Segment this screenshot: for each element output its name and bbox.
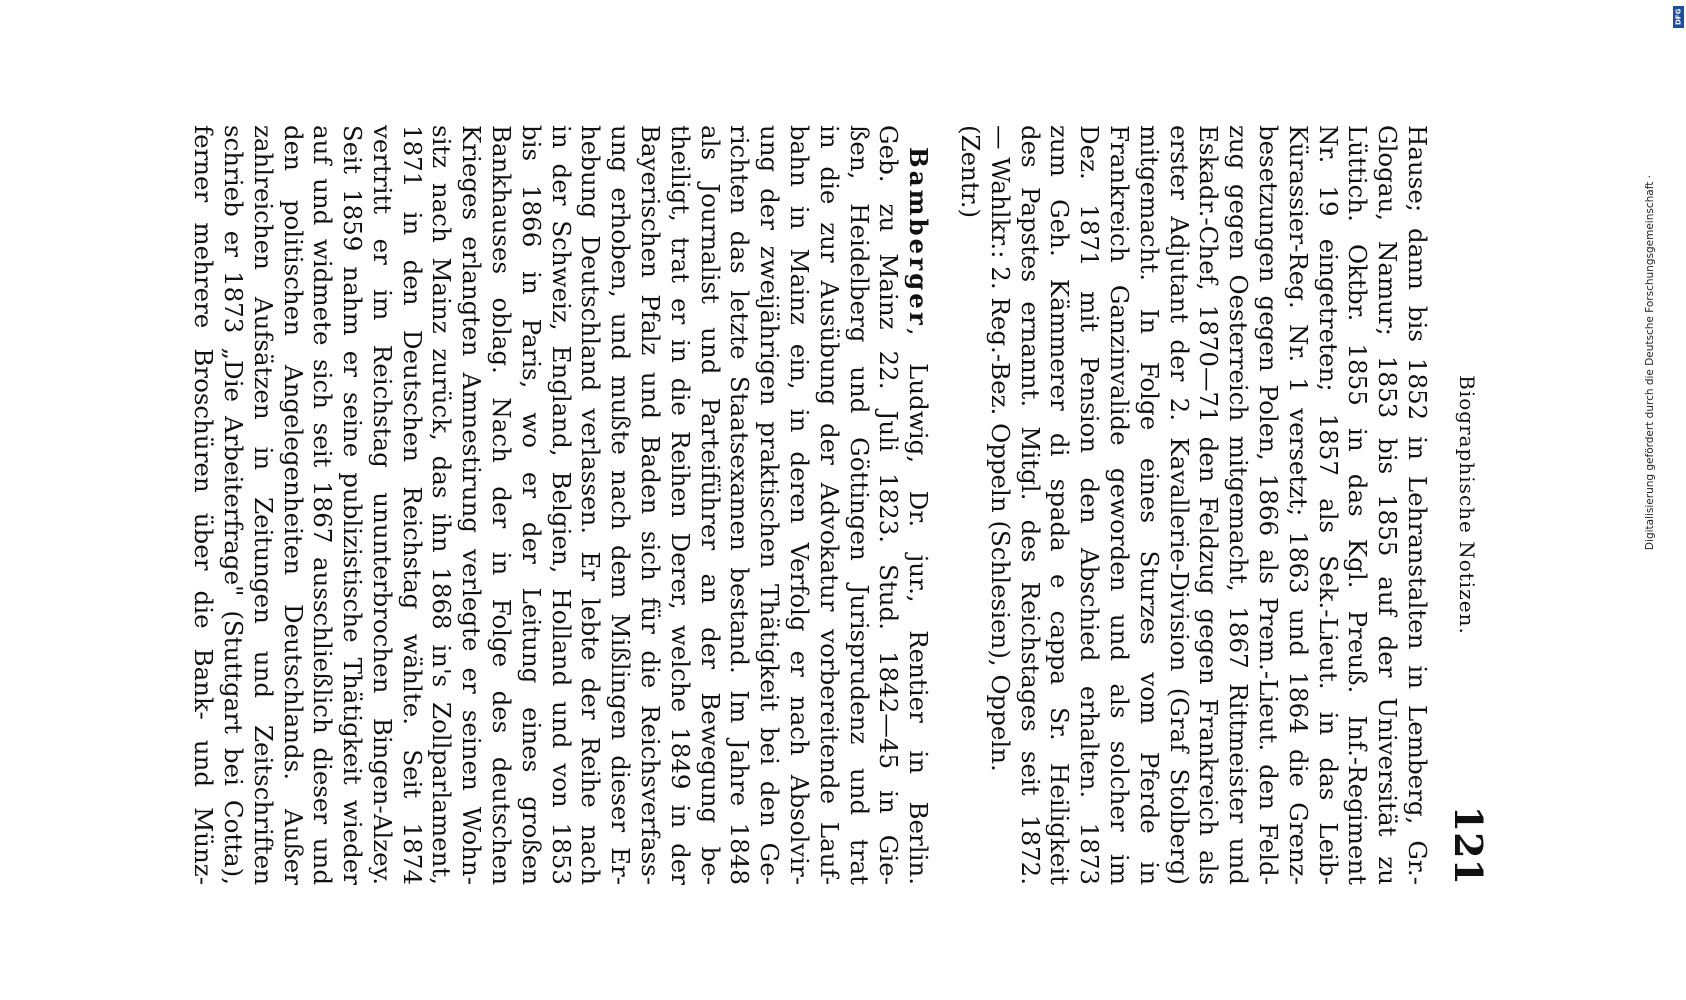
- text-line: des Papstes ernannt. Mitgl. des Reichstages seit 1872.: [1015, 125, 1045, 885]
- running-title: Biographische Notizen.: [1455, 375, 1479, 635]
- text-line: Krieges erlangten Amnestirung verlegte er seinen Wohn-: [457, 125, 487, 885]
- text-line: Frankreich Ganzinvalide geworden und als solcher im: [1105, 125, 1135, 885]
- text-line: ßen, Heidelberg und Göttingen Jurisprudenz und trat: [844, 125, 874, 885]
- text-line: ung erhoben, und mußte nach dem Mißlingen dieser Er-: [606, 125, 636, 885]
- text-line: Dez. 1871 mit Pension den Abschied erhalten. 1873: [1075, 125, 1105, 885]
- text-line: Nr. 19 eingetreten; 1857 als Sek.-Lieut. in das Leib-: [1313, 125, 1343, 885]
- text-line: Bankhauses oblag. Nach der in Folge des deutschen: [487, 125, 517, 885]
- text-line: auf und widmete sich seit 1867 ausschließlich dieser und: [308, 125, 338, 885]
- text-line: mitgemacht. In Folge eines Sturzes vom Pferde in: [1134, 125, 1164, 885]
- text-line: erster Adjutant der 2. Kavallerie-Division (Graf Stolberg): [1164, 125, 1194, 885]
- text-line: sitz nach Mainz zurück, das ihn 1868 in's Zollparlament,: [427, 125, 457, 885]
- entry-name: Bamberger: [904, 147, 934, 328]
- text-line: hebung Deutschland verlassen. Er lebte der Reihe nach: [576, 125, 606, 885]
- text-line: Seit 1859 nahm er seine publizistische Thätigkeit wieder: [338, 125, 368, 885]
- text-line: bahn in Mainz ein, in deren Verfolg er nach Absolvir-: [785, 125, 815, 885]
- text-line: 1871 in den Deutschen Reichstag wählte. Seit 1874: [397, 125, 427, 885]
- text-line: [903, 125, 933, 885]
- paragraph-1: [955, 125, 1432, 885]
- text-line: besetzungen gegen Polen, 1866 als Prem.-Lieut. den Feld-: [1254, 125, 1284, 885]
- text-line: ung der zweijährigen praktischen Thätigkeit bei den Ge-: [755, 125, 785, 885]
- text-line: den politischen Angelegenheiten Deutschlands. Außer: [278, 125, 308, 885]
- dfg-logo: DFG: [1673, 6, 1684, 28]
- digitization-credit: Digitalisierung gefördert durch die Deutsche Forschungsgemeinschaft ·: [1644, 175, 1656, 551]
- page-header: [1445, 125, 1491, 885]
- text-line: vertritt er im Reichstag ununterbrochen Bingen-Alzey.: [367, 125, 397, 885]
- text-line: in die zur Ausübung der Advokatur vorbereitende Lauf-: [814, 125, 844, 885]
- text-line: Glogau, Namur; 1853 bis 1855 auf der Universität zu: [1373, 125, 1403, 885]
- text-line: als Journalist und Parteiführer an der Bewegung be-: [695, 125, 725, 885]
- paragraph-gap: [933, 125, 955, 885]
- text-line: Lüttich. Oktbr. 1855 in das Kgl. Preuß. Inf.-Regiment: [1343, 125, 1373, 885]
- text-line: Geb. zu Mainz 22. Juli 1823. Stud. 1842—45 in Gie-: [874, 125, 904, 885]
- text-line: Eskadr.-Chef, 1870—71 den Feldzug gegen Frankreich als: [1194, 125, 1224, 885]
- text-line: zahlreichen Aufsätzen in Zeitungen und Zeitschriften: [248, 125, 278, 885]
- text-line: ferner mehrere Broschüren über die Bank- und Münz-: [189, 125, 219, 885]
- paragraph-2: [188, 125, 933, 885]
- text-line: schrieb er 1873 „Die Arbeiterfrage" (Stuttgart bei Cotta),: [218, 125, 248, 885]
- text-line: in der Schweiz, England, Belgien, Holland und von 1853: [546, 125, 576, 885]
- text-line: Hause; dann bis 1852 in Lehranstalten in Lemberg, Gr.-: [1403, 125, 1432, 885]
- entry-heading-rest: , Ludwig, Dr. jur., Rentier in Berlin.: [904, 327, 934, 885]
- text-line: bis 1866 in Paris, wo er der Leitung eines großen: [516, 125, 546, 885]
- text-line: Kürassier-Reg. Nr. 1 versetzt; 1863 und 1864 die Grenz-: [1283, 125, 1313, 885]
- text-line: zug gegen Oesterreich mitgemacht, 1867 Rittmeister und: [1224, 125, 1254, 885]
- page-number: 121: [1446, 805, 1491, 885]
- body-text: [188, 125, 1432, 885]
- text-line: zum Geh. Kämmerer di spada e cappa Sr. Heiligkeit: [1045, 125, 1075, 885]
- text-line: theiligt, trat er in die Reihen Derer, welche 1849 in der: [665, 125, 695, 885]
- text-line: — Wahlkr.: 2. Reg.-Bez. Oppeln (Schlesien), Oppeln.: [985, 125, 1015, 772]
- text-line: (Zentr.): [956, 125, 986, 219]
- text-line: richten das letzte Staatsexamen bestand. Im Jahre 1848: [725, 125, 755, 885]
- text-line: Bayerischen Pfalz und Baden sich für die Reichsverfass-: [636, 125, 666, 885]
